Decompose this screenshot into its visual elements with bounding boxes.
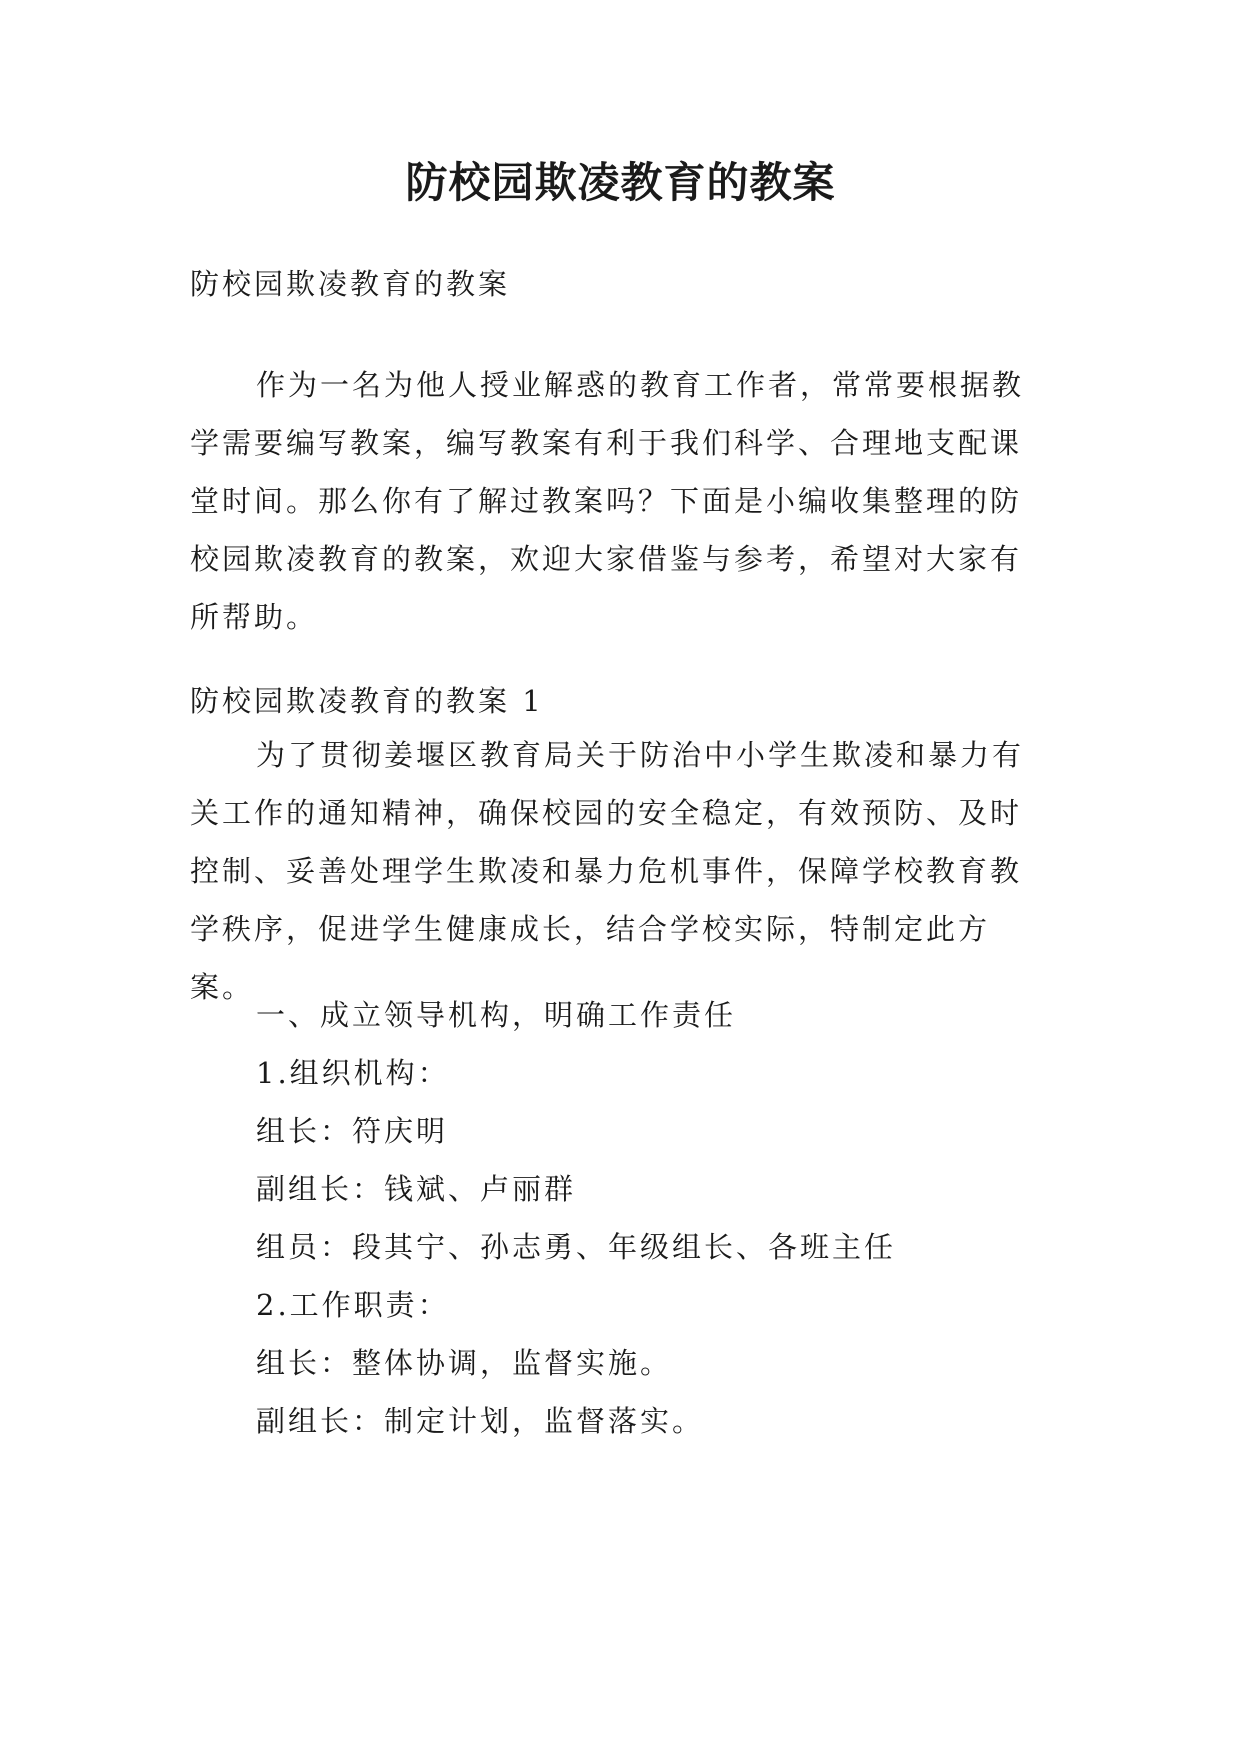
list-item: 组长：整体协调，监督实施。 <box>256 1346 673 1380</box>
list-item: 副组长：制定计划，监督落实。 <box>256 1404 705 1438</box>
list-item: 组长：符庆明 <box>256 1114 449 1148</box>
list-item: 组员：段其宁、孙志勇、年级组长、各班主任 <box>256 1230 897 1264</box>
list-item: 2.工作职责： <box>256 1288 450 1322</box>
document-title: 防校园欺凌教育的教案 <box>405 158 836 207</box>
item-list <box>190 986 1052 1450</box>
list-item: 1.组织机构： <box>256 1056 450 1090</box>
list-item: 一、成立领导机构，明确工作责任 <box>256 998 737 1032</box>
document-subtitle: 防校园欺凌教育的教案 <box>190 267 511 301</box>
intro-paragraph: 作为一名为他人授业解惑的教育工作者，常常要根据教学需要编写教案，编写教案有利于我们科学、合理地支配课堂时间。那么你有了解过教案吗？下面是小编收集整理的防校园欺凌教育的教案，欢迎大家借鉴与参考，希望对大家有所帮助。 <box>190 368 1025 634</box>
section-heading: 防校园欺凌教育的教案 1 <box>190 684 544 718</box>
section-paragraph: 为了贯彻姜堰区教育局关于防治中小学生欺凌和暴力有关工作的通知精神，确保校园的安全稳定，有效预防、及时控制、妥善处理学生欺凌和暴力危机事件，保障学校教育教学秩序，促进学生健康成长，结合学校实际，特制定此方案。 <box>190 738 1025 1004</box>
list-item: 副组长：钱斌、卢丽群 <box>256 1172 577 1206</box>
